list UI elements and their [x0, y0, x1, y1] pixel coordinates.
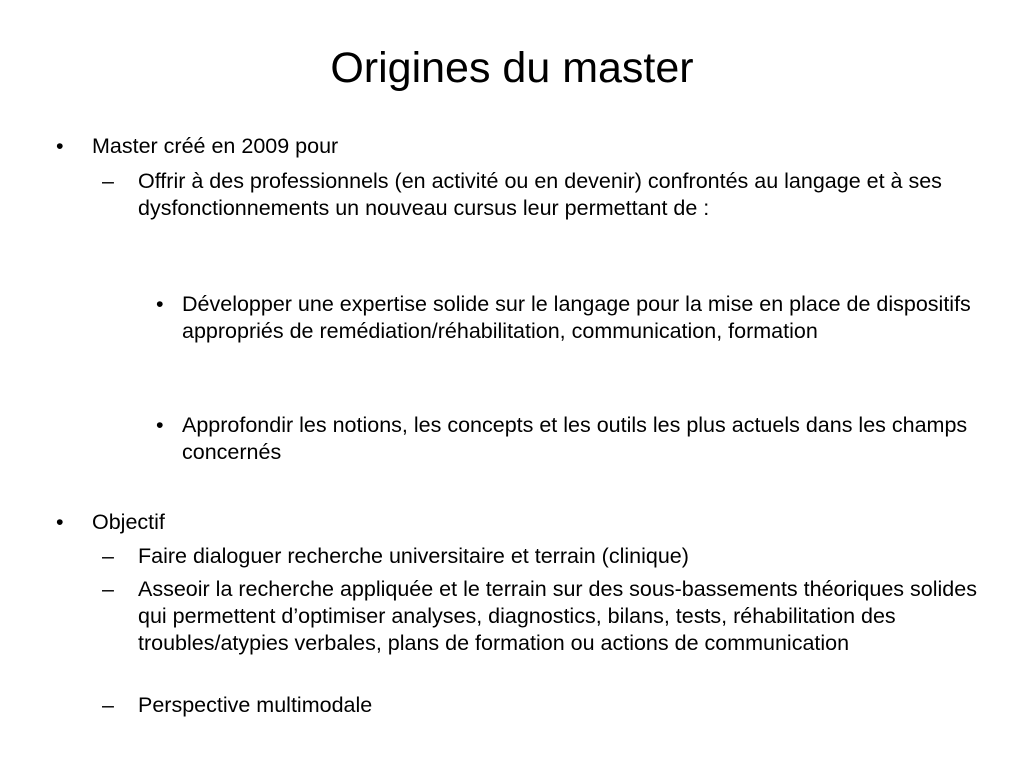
dash-marker: – — [102, 693, 114, 717]
slide-title: Origines du master — [330, 44, 694, 92]
dash-item — [102, 576, 982, 657]
dash-item — [102, 168, 982, 222]
bullet-text: Master créé en 2009 pour — [92, 134, 339, 158]
bullet-marker: • — [156, 413, 164, 437]
bullet-marker: • — [56, 134, 64, 158]
dash-item — [102, 692, 982, 719]
sub-bullet-text: Approfondir les notions, les concepts et les outils les plus actuels dans les champs concernés — [182, 413, 968, 464]
dash-marker: – — [102, 169, 114, 193]
dash-marker: – — [102, 544, 114, 568]
dash-text: Offrir à des professionnels (en activité ou en devenir) confrontés au langage et à ses dysfonctionnements un nouveau cursus leur permettant de : — [138, 169, 942, 220]
bullet-marker: • — [156, 292, 164, 316]
dash-text: Perspective multimodale — [138, 693, 373, 717]
bullet-marker: • — [56, 510, 64, 534]
sub-bullet-item — [156, 291, 976, 345]
sub-bullet-item — [156, 412, 976, 466]
dash-item — [102, 543, 982, 570]
bullet-item — [56, 509, 986, 536]
dash-text: Faire dialoguer recherche universitaire et terrain (clinique) — [138, 544, 689, 568]
bullet-text: Objectif — [92, 510, 165, 534]
bullet-item — [56, 133, 986, 160]
dash-marker: – — [102, 577, 114, 601]
sub-bullet-text: Développer une expertise solide sur le langage pour la mise en place de dispositifs appropriés de remédiation/réhabilitation, communication, formation — [182, 292, 971, 343]
dash-text: Asseoir la recherche appliquée et le terrain sur des sous-bassements théoriques solides qui permettent d’optimiser analyses, diagnostics, bilans, tests, réhabilitation des troubles/atypies verbales, plans de formation ou actions de communication — [138, 577, 977, 655]
